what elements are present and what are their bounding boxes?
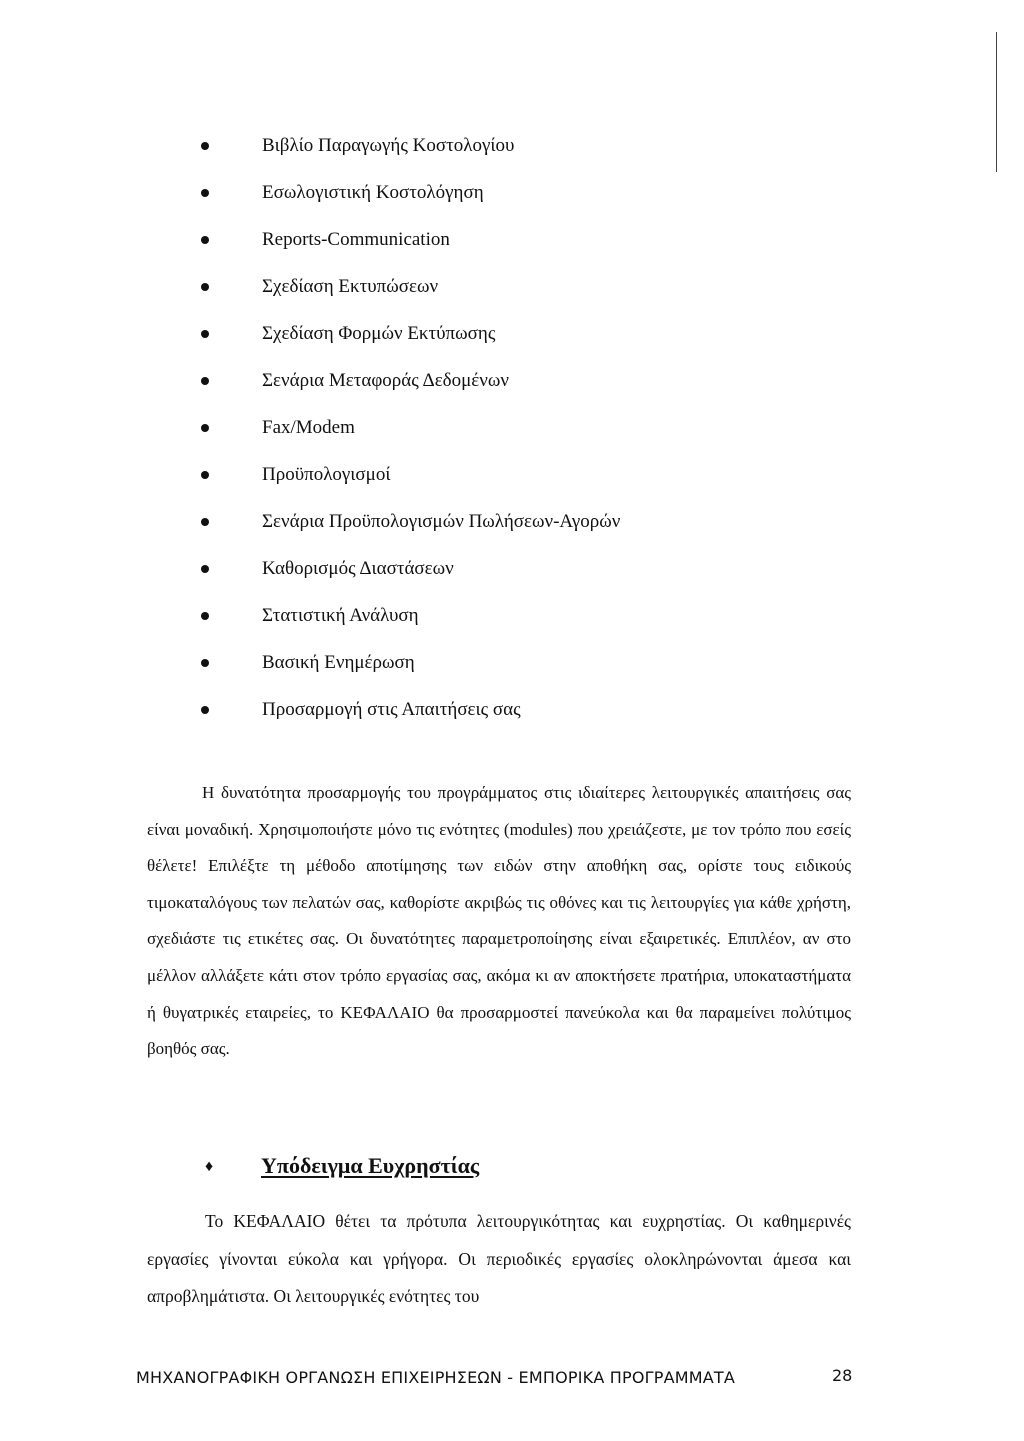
list-item-label: Fax/Modem xyxy=(262,417,355,438)
list-item xyxy=(0,169,620,216)
list-item xyxy=(0,545,620,592)
list-item xyxy=(0,686,620,733)
diamond-bullet-icon: ♦ xyxy=(205,1158,214,1175)
list-item xyxy=(0,639,620,686)
bullet-icon xyxy=(201,236,209,244)
list-item-label: Σχεδίαση Φορμών Εκτύπωσης xyxy=(262,323,496,344)
feature-list xyxy=(0,122,620,733)
list-item-label: Εσωλογιστική Κοστολόγηση xyxy=(262,182,484,203)
list-item-label: Σενάρια Προϋπολογισμών Πωλήσεων-Αγορών xyxy=(262,511,621,532)
page-number: 28 xyxy=(832,1366,853,1385)
bullet-icon xyxy=(201,283,209,291)
bullet-icon xyxy=(201,565,209,573)
bullet-icon xyxy=(201,706,209,714)
usability-paragraph: Το ΚΕΦΑΛΑΙΟ θέτει τα πρότυπα λειτουργικότητας και ευχρηστίας. Οι καθημερινές εργασίες γίνονται εύκολα και γρήγορα. Οι περιοδικές εργασίες ολοκληρώνονται άμεσα και απροβλημάτιστα. Οι λειτουργικές ενότητες του xyxy=(147,1211,851,1306)
list-item-label: Προσαρμογή στις Απαιτήσεις σας xyxy=(262,699,521,720)
section-heading xyxy=(205,1153,479,1179)
list-item-label: Σενάρια Μεταφοράς Δεδομένων xyxy=(262,370,509,391)
list-item-label: Βιβλίο Παραγωγής Κοστολογίου xyxy=(262,135,515,156)
section-heading-text: Υπόδειγμα Ευχρηστίας xyxy=(261,1153,480,1178)
list-item xyxy=(0,404,620,451)
list-item xyxy=(0,122,620,169)
bullet-icon xyxy=(201,189,209,197)
margin-rule xyxy=(996,32,997,172)
customization-paragraph: Η δυνατότητα προσαρμογής του προγράμματος στις ιδιαίτερες λειτουργικές απαιτήσεις σας είναι μοναδική. Χρησιμοποιήστε μόνο τις ενότητες (modules) που χρειάζεστε, με τον τρόπο που εσείς θέλετε! Επιλέξτε τη μέθοδο αποτίμησης των ειδών στην αποθήκη σας, ορίστε τους ειδικούς τιμοκαταλόγους των πελατών σας, καθορίστε ακριβώς τις οθόνες και τις λειτουργίες για κάθε χρήστη, σχεδιάστε τις ετικέτες σας. Οι δυνατότητες παραμετροποίησης είναι εξαιρετικές. Επιπλέον, αν στο μέλλον αλλάξετε κάτι στον τρόπο εργασίας σας, ακόμα κι αν αποκτήσετε πρατήρια, υποκαταστήματα ή θυγατρικές εταιρείες, το ΚΕΦΑΛΑΙΟ θα προσαρμοστεί πανεύκολα και θα παραμείνει πολύτιμος βοηθός σας. xyxy=(147,783,851,1059)
list-item-label: Σχεδίαση Εκτυπώσεων xyxy=(262,276,439,297)
bullet-icon xyxy=(201,471,209,479)
list-item xyxy=(0,263,620,310)
list-item xyxy=(0,592,620,639)
list-item-label: Βασική Ενημέρωση xyxy=(262,652,415,673)
bullet-icon xyxy=(201,330,209,338)
list-item xyxy=(0,451,620,498)
bullet-icon xyxy=(201,142,209,150)
list-item-label: Reports-Communication xyxy=(262,229,450,250)
list-item xyxy=(0,498,620,545)
bullet-icon xyxy=(201,612,209,620)
bullet-icon xyxy=(201,518,209,526)
bullet-icon xyxy=(201,659,209,667)
bullet-icon xyxy=(201,377,209,385)
list-item xyxy=(0,357,620,404)
list-item-label: Καθορισμός Διαστάσεων xyxy=(262,558,454,579)
list-item xyxy=(0,216,620,263)
list-item-label: Προϋπολογισμοί xyxy=(262,464,391,485)
page-footer-title: ΜΗΧΑΝΟΓΡΑΦΙΚΗ ΟΡΓΑΝΩΣΗ ΕΠΙΧΕΙΡΗΣΕΩΝ - ΕΜΠΟΡΙΚΑ ΠΡΟΓΡΑΜΜΑΤΑ xyxy=(136,1368,736,1387)
bullet-icon xyxy=(201,424,209,432)
list-item-label: Στατιστική Ανάλυση xyxy=(262,605,419,626)
list-item xyxy=(0,310,620,357)
